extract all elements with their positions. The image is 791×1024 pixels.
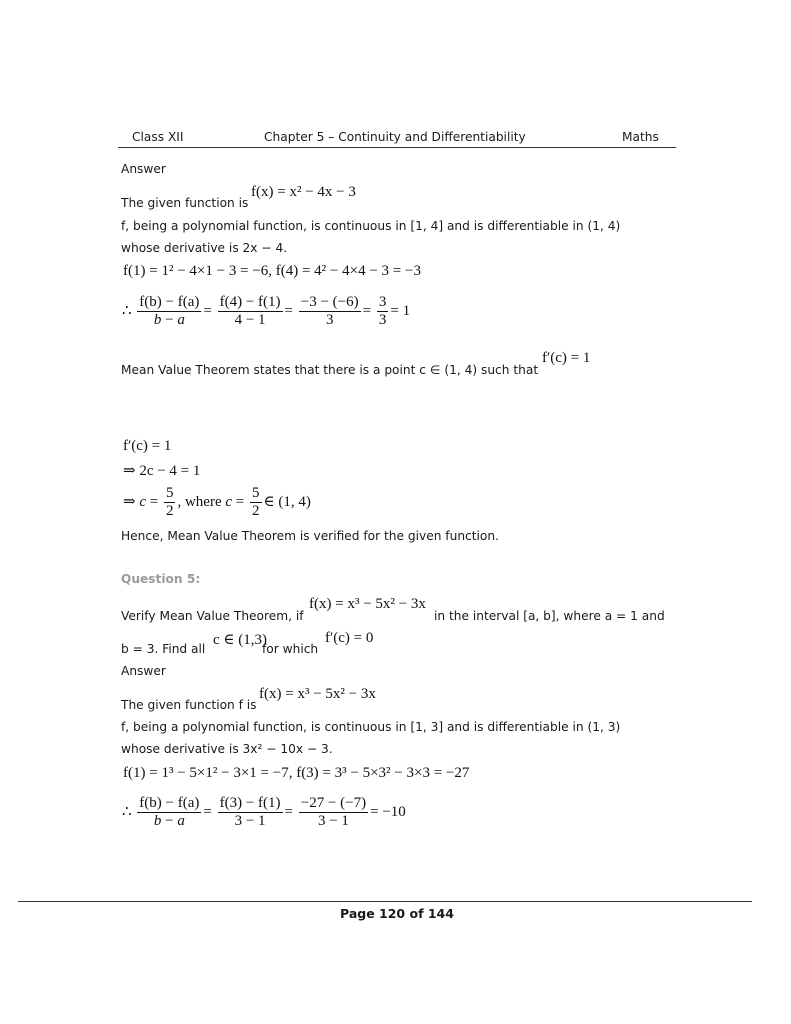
ratio-line-1: ∴ $\frac{f(b) - f(a)}{b - a}$ = $\frac{f(4) - f(1)}{4 - 1}$ = $\frac{-3 - (-6)}{3}$ = $\frac{3}{3}$ = 1 (122, 294, 411, 328)
page-number: Page 120 of 144 (340, 906, 454, 921)
answer-label-1: Answer (121, 162, 166, 176)
conclusion-1: Hence, Mean Value Theorem is verified for the given function. (121, 529, 499, 543)
step-3: ⇒ c = $\frac{5}{2}$ , where c = $\frac{5}{2}$ ∈ (1, 4) (123, 485, 311, 519)
header-chapter: Chapter 5 – Continuity and Differentiability (264, 130, 526, 144)
ratio-line-2: ∴ $\frac{f(b) - f(a)}{b - a}$ = $\frac{f(3) - f(1)}{3 - 1}$ = $\frac{-27 - (-7)}{3 - 1}$ = −10 (122, 795, 406, 829)
answer-label-2: Answer (121, 664, 166, 678)
question-5-interval-text: in the interval [a, b], where a = 1 and (434, 609, 665, 623)
evaluation-line-1: f(1) = 1² − 4×1 − 3 = −6, f(4) = 4² − 4×4 − 3 = −3 (123, 263, 421, 279)
question-5-title: Question 5: (121, 572, 201, 586)
header-class: Class XII (132, 130, 184, 144)
question-5-verify-text: Verify Mean Value Theorem, if (121, 609, 304, 623)
step-1: f′(c) = 1 (123, 438, 172, 454)
step-2: ⇒ 2c − 4 = 1 (123, 463, 201, 479)
header-subject: Maths (622, 130, 659, 144)
given-function-text-1: The given function is (121, 196, 249, 210)
evaluation-line-2: f(1) = 1³ − 5×1² − 3×1 = −7, f(3) = 3³ − 5×3² − 3×3 = −27 (123, 765, 470, 781)
footer-rule (18, 901, 752, 902)
given-function-formula-2: f(x) = x³ − 5x² − 3x (259, 686, 376, 702)
continuity-line-1: f, being a polynomial function, is continuous in [1, 4] and is differentiable in (1, 4) (121, 219, 621, 233)
question-5-derivative-zero: f′(c) = 0 (325, 630, 374, 646)
question-5-verify-formula: f(x) = x³ − 5x² − 3x (309, 596, 426, 612)
continuity-line-2: f, being a polynomial function, is continuous in [1, 3] and is differentiable in (1, 3) (121, 720, 621, 734)
derivative-line-2: whose derivative is 3x² − 10x − 3. (121, 742, 333, 756)
derivative-line-1: whose derivative is 2x − 4. (121, 241, 288, 255)
given-function-text-2: The given function f is (121, 698, 257, 712)
given-function-formula-1: f(x) = x² − 4x − 3 (251, 184, 356, 200)
header-rule (118, 147, 676, 148)
mvt-statement-1: Mean Value Theorem states that there is a point c ∈ (1, 4) such that (121, 363, 539, 377)
question-5-find-text: b = 3. Find all (121, 642, 206, 656)
mvt-formula-1: f′(c) = 1 (542, 350, 591, 366)
question-5-find-formula: c ∈ (1,3) (213, 632, 268, 648)
question-5-for-which: for which (262, 642, 319, 656)
